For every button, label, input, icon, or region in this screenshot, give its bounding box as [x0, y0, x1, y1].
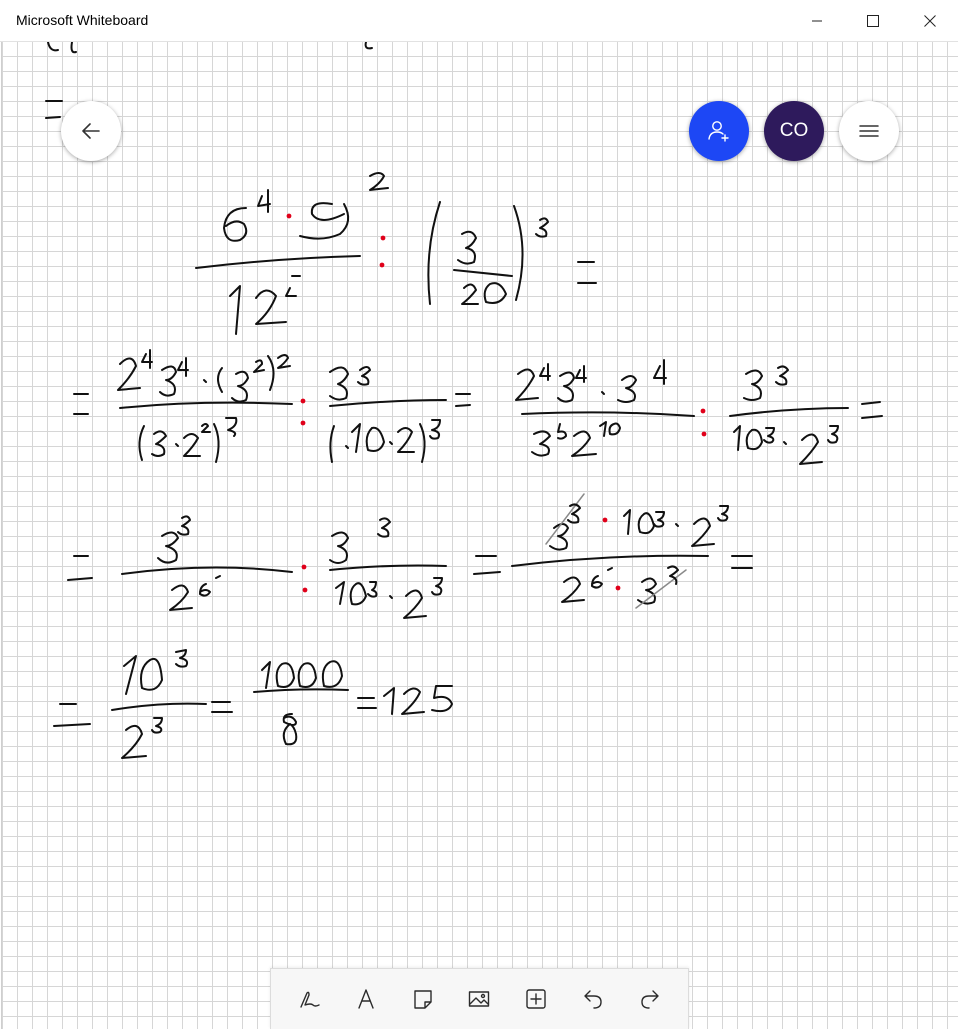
back-button[interactable]	[61, 101, 121, 161]
ink-stroke	[330, 566, 446, 571]
ink-stroke	[512, 556, 708, 566]
ink-dot	[301, 399, 306, 404]
ink-stroke	[300, 203, 348, 238]
ink-stroke	[358, 367, 370, 385]
ink-stroke	[202, 424, 210, 432]
maximize-icon	[867, 15, 879, 27]
ink-stroke	[224, 208, 246, 241]
ink-stroke	[536, 218, 548, 236]
ink-stroke	[176, 444, 178, 446]
ink-stroke	[370, 173, 388, 190]
ink-stroke	[286, 276, 300, 296]
ink-stroke	[384, 688, 394, 714]
ink-stroke	[600, 422, 620, 436]
ink-stroke	[216, 576, 220, 578]
ink-stroke	[284, 714, 297, 744]
ink-stroke	[46, 101, 62, 118]
ink-stroke	[462, 284, 478, 304]
ink-stroke	[828, 426, 838, 443]
ink-stroke	[747, 430, 762, 449]
ink-stroke	[214, 424, 219, 462]
ink-stroke	[176, 650, 187, 667]
ink-stroke	[390, 442, 392, 444]
ink-stroke	[692, 518, 714, 546]
ink-stroke	[262, 662, 270, 688]
ink-stroke	[54, 704, 90, 726]
minimize-button[interactable]	[794, 0, 840, 41]
ink-stroke	[420, 424, 425, 462]
ink-stroke	[718, 506, 728, 521]
ink-stroke	[532, 431, 550, 455]
avatar[interactable]	[764, 101, 824, 161]
ink-stroke	[734, 426, 740, 450]
ink-stroke	[744, 370, 762, 400]
ink-stroke	[124, 656, 136, 694]
ink-stroke	[120, 403, 292, 408]
ink-stroke	[639, 513, 654, 533]
ink-stroke	[330, 532, 348, 563]
ink-stroke	[516, 369, 538, 400]
ink-stroke	[212, 702, 232, 712]
ink-dot	[701, 409, 706, 414]
ink-stroke	[277, 663, 294, 687]
ink-stroke	[764, 428, 774, 443]
ink-stroke	[404, 590, 426, 618]
ink-stroke	[299, 663, 316, 687]
redo-button[interactable]	[630, 979, 670, 1019]
ink-stroke	[152, 431, 166, 456]
ink-stroke	[268, 356, 274, 390]
ink-stroke	[732, 556, 752, 568]
ink-stroke	[178, 358, 188, 376]
ink-stroke	[485, 283, 506, 303]
ink-stroke	[256, 290, 286, 324]
ink-stroke	[558, 424, 566, 439]
ink-stroke	[514, 206, 523, 300]
insert-button[interactable]	[516, 979, 556, 1019]
ink-stroke	[668, 566, 678, 584]
bottom-toolbar	[270, 968, 689, 1029]
ink-stroke	[178, 516, 190, 534]
ink-stroke	[232, 372, 248, 402]
undo-icon	[581, 987, 605, 1011]
ink-stroke	[398, 428, 414, 452]
add-person-icon	[706, 118, 732, 144]
ink-stroke	[367, 428, 384, 451]
arrow-left-icon	[79, 119, 103, 143]
ink-stroke	[48, 42, 76, 52]
text-tool-button[interactable]	[346, 979, 386, 1019]
ink-stroke	[278, 355, 290, 368]
ink-stroke	[330, 367, 348, 399]
ink-stroke	[522, 412, 694, 416]
ink-stroke	[118, 358, 140, 390]
ink-stroke	[428, 202, 440, 304]
ink-stroke	[784, 442, 786, 444]
ink-stroke	[184, 434, 200, 456]
ink-stroke	[602, 392, 604, 394]
ink-stroke	[474, 556, 500, 574]
ink-stroke	[226, 418, 236, 436]
ink-stroke	[454, 270, 512, 276]
title-bar	[0, 0, 958, 42]
ink-stroke	[578, 262, 596, 283]
ink-stroke	[618, 376, 636, 402]
ink-stroke	[540, 364, 550, 380]
ink-stroke	[730, 408, 848, 416]
ink-stroke	[196, 256, 360, 268]
strike-stroke	[636, 570, 686, 608]
ink-stroke	[862, 402, 882, 418]
ink-stroke	[122, 726, 146, 758]
ink-stroke	[402, 688, 424, 714]
image-button[interactable]	[459, 979, 499, 1019]
ink-stroke	[160, 366, 176, 395]
ink-stroke	[456, 394, 470, 406]
pen-tool-button[interactable]	[289, 979, 329, 1019]
ink-stroke	[254, 360, 264, 372]
ink-dot	[616, 586, 621, 591]
ink-stroke	[390, 596, 392, 598]
ink-stroke	[352, 424, 360, 452]
ink-dot	[702, 432, 707, 437]
ink-dot	[603, 518, 608, 523]
ink-stroke	[346, 446, 348, 448]
ink-stroke	[112, 704, 206, 710]
ink-stroke	[592, 576, 602, 588]
minimize-icon	[811, 15, 823, 27]
ink-stroke	[654, 360, 666, 384]
ink-stroke	[676, 524, 678, 526]
ink-stroke	[152, 718, 162, 733]
ink-stroke	[139, 426, 144, 460]
ink-stroke	[624, 510, 630, 534]
ink-dot	[302, 565, 307, 570]
ink-stroke	[122, 567, 292, 574]
ink-stroke	[432, 686, 452, 711]
ink-dot	[303, 588, 308, 593]
ink-dot	[381, 236, 386, 241]
text-icon	[354, 987, 378, 1011]
ink-dot	[287, 214, 292, 219]
ink-stroke	[351, 583, 366, 604]
menu-button[interactable]	[839, 101, 899, 161]
hamburger-icon	[857, 119, 881, 143]
ink-stroke	[430, 420, 440, 439]
sticky-note-icon	[411, 987, 435, 1011]
sticky-note-button[interactable]	[403, 979, 443, 1019]
insert-icon	[524, 987, 548, 1011]
ink-stroke	[366, 42, 372, 48]
ink-stroke	[204, 380, 206, 382]
avatar-initials: CO	[779, 120, 809, 141]
ink-stroke	[558, 372, 574, 401]
ink-stroke	[654, 512, 664, 527]
redo-icon	[638, 987, 662, 1011]
ink-stroke	[330, 400, 446, 406]
ink-stroke	[358, 698, 376, 708]
image-icon	[467, 987, 491, 1011]
ink-stroke	[200, 584, 210, 596]
pen-icon	[297, 987, 321, 1011]
ink-stroke	[258, 190, 270, 212]
ink-stroke	[68, 556, 92, 580]
ink-stroke	[336, 582, 344, 604]
ink-dot	[380, 263, 385, 268]
ink-stroke	[158, 532, 178, 562]
invite-button[interactable]	[689, 101, 749, 161]
ink-stroke	[254, 689, 348, 692]
app-title: Microsoft Whiteboard	[16, 12, 149, 28]
ink-stroke	[74, 394, 88, 414]
ink-stroke	[576, 366, 586, 382]
ink-stroke	[572, 431, 596, 456]
ink-stroke	[776, 366, 788, 384]
ink-stroke	[170, 585, 192, 610]
close-button[interactable]	[907, 0, 953, 41]
ink-stroke	[800, 434, 822, 464]
ink-stroke	[218, 368, 222, 392]
ink-stroke	[330, 426, 334, 462]
ink-stroke	[458, 232, 476, 264]
ink-dot	[301, 421, 306, 426]
maximize-button[interactable]	[850, 0, 896, 41]
ink-stroke	[323, 661, 342, 687]
ink-stroke	[378, 518, 390, 536]
ink-stroke	[368, 582, 377, 597]
undo-button[interactable]	[573, 979, 613, 1019]
ink-stroke	[562, 577, 584, 602]
ink-stroke	[142, 350, 152, 368]
ink-stroke	[608, 568, 612, 570]
ink-stroke	[230, 286, 240, 334]
ink-stroke	[432, 578, 442, 595]
ink-stroke	[141, 659, 162, 690]
close-icon	[924, 15, 936, 27]
